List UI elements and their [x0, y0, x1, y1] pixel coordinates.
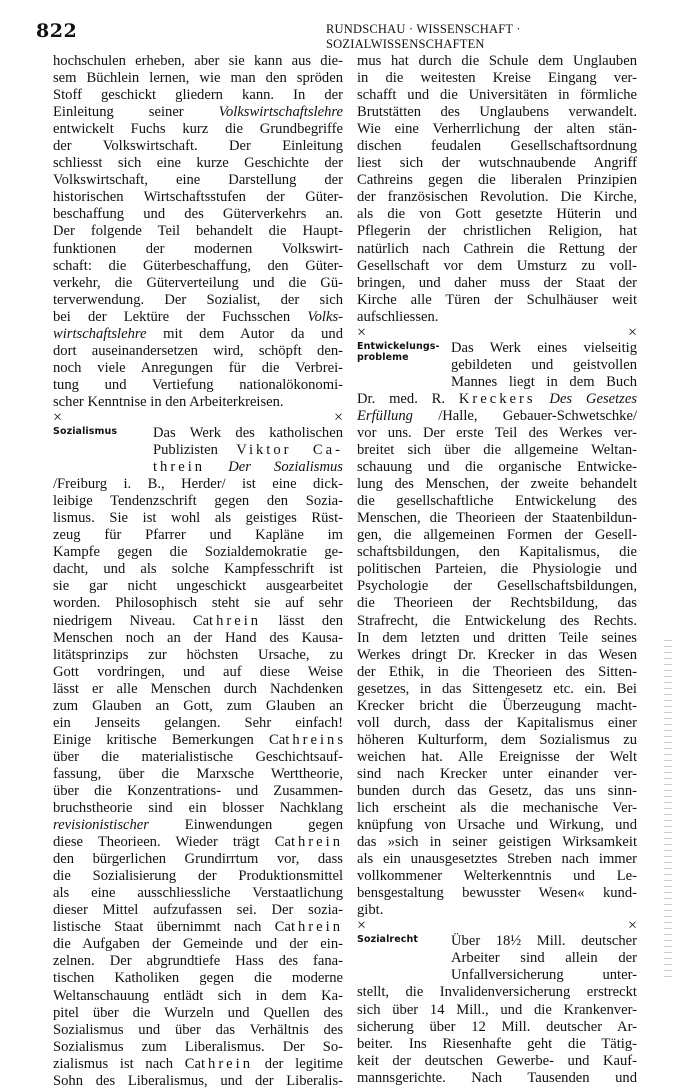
text-line: sie gar nicht ungeschickt ausgearbeitet — [53, 578, 343, 595]
text-line: die Aufgaben der Gemeinde und der ein- — [53, 936, 343, 953]
text-line: Menschen, die Theorieen der Staatenbildun- — [357, 510, 637, 527]
text-line: aufschliessen. — [357, 308, 439, 325]
text-line: Brutstätten des Unglaubens verwandelt. — [357, 104, 637, 121]
text-line: Psychologie der Gesellschaftsbildungen, — [357, 578, 637, 595]
text-line: entwickelt Fuchs kurz die Grundbegriffe — [53, 121, 343, 138]
text-line: sind nach Krecker unter einander ver- — [357, 765, 637, 782]
text-line: worden. Philosophisch steht sie auf sehr — [53, 595, 343, 612]
text-line: litätsprinzips zur höchsten Ursache, zu — [53, 646, 343, 663]
text-line: funktionen der modernen Volkswirt- — [53, 240, 343, 257]
cross-mark-icon: × — [357, 917, 367, 935]
text-line: Dr. med. R. Kreckers Des Gesetzes — [357, 390, 637, 407]
text-line: schaftsbildungen, den Kapitalismus, die — [357, 544, 637, 561]
text-line: Werkes dringt Dr. Krecker in das Wesen — [357, 646, 637, 663]
text-line: beiter. Ins Riesenhafte geht die Tätig- — [357, 1035, 637, 1052]
left-column — [53, 53, 343, 1090]
text-line: diese Theorieen. Wieder trägt Cathrein — [53, 834, 343, 851]
text-line: dort auseinandersetzen wird, schöpft den- — [53, 342, 343, 359]
text-line: Das Werk des katholischen — [153, 424, 343, 441]
section-separator — [53, 408, 343, 426]
text-line: schauung und die organische Entwicke- — [357, 459, 637, 476]
text-line: Über 18½ Mill. deutscher — [451, 933, 637, 950]
text-line: der Ethik, in die Theorieen des Sitten- — [357, 663, 637, 680]
text-line: tung und Vertiefung nationalökonomi- — [53, 376, 343, 393]
text-line: Gesellschaft vor dem Umsturz zu voll- — [357, 257, 637, 274]
text-line: niedrigem Niveau. Cathrein lässt den — [53, 612, 343, 629]
section-sidehead: Sozialrecht — [357, 934, 418, 946]
text-line: lich erscheint als die mechanische Ver- — [357, 800, 637, 817]
cross-mark-icon: × — [627, 323, 637, 341]
text-line: Mannes liegt in dem Buch — [451, 373, 637, 390]
text-line: bruchstheorie sind ein blosser Nachklang — [53, 800, 343, 817]
text-line: /Freiburg i. B., Herder/ ist eine dick- — [53, 476, 343, 493]
text-line: Wie eine Verherrlichung der alten stän- — [357, 121, 637, 138]
text-line: Kirche alle Türen der Schulhäuser weit — [357, 291, 637, 308]
text-line: zeug für Pfarrer und Kapläne im — [53, 527, 343, 544]
text-line: tischen Katholiken gegen die moderne — [53, 970, 343, 987]
intro-paragraph — [53, 53, 343, 411]
text-line: zialismus ist nach Cathrein der legitime — [53, 1055, 343, 1072]
text-line: keit der deutschen Gewerbe- und Kauf- — [357, 1052, 637, 1069]
text-line: schaft: die Güterbeschaffung, den Güter- — [53, 257, 343, 274]
text-line: gebildeten und geistvollen — [451, 356, 637, 373]
text-line: Einige kritische Bemerkungen Cathreins — [53, 731, 343, 748]
text-line: Erfüllung /Halle, Gebauer-Schwetschke/ — [357, 407, 637, 424]
text-line: knüpfung von Ursache und Wirkung, und — [357, 817, 637, 834]
text-line: voll durch, dass der Kapitalismus einer — [357, 714, 637, 731]
section-sozialismus — [53, 425, 343, 1090]
text-line: gibt. — [357, 902, 384, 919]
text-line: Der folgende Teil behandelt die Haupt- — [53, 223, 343, 240]
text-line: Gott vordringen, und auf diese Weise — [53, 663, 343, 680]
text-line: Sohn des Liberalismus, und der Liberalis- — [53, 1072, 343, 1089]
cross-mark-icon: × — [333, 408, 343, 426]
text-line: liest sich der wutschnaubende Angriff — [357, 155, 637, 172]
text-line: schafft und die Universitäten in förmliche — [357, 87, 637, 104]
text-line: terverwendung. Der Sozialist, der sich — [53, 291, 343, 308]
cross-mark-icon: × — [53, 408, 63, 426]
text-line: die Sozialisierung der Produktionsmittel — [53, 868, 343, 885]
text-line: pitel über die Wurzeln und Quellen des — [53, 1004, 343, 1021]
section-sidehead: Sozialismus — [53, 425, 118, 437]
text-line: mannsgerichte. Nach Tausenden und — [357, 1069, 637, 1086]
text-line: über die Konzentrations- und Zusammen- — [53, 782, 343, 799]
text-line: lung des Menschen, der zweite behandelt — [357, 476, 637, 493]
text-line: Krecker bricht die Überzeugung macht- — [357, 697, 637, 714]
text-line: In dem letzten und dritten Teile seines — [357, 629, 637, 646]
text-line: Sozialismus und über das Verhältnis des — [53, 1021, 343, 1038]
text-line: stellt, die Invalidenversicherung erstreckt — [357, 984, 637, 1001]
text-line: in die weitesten Kreise Eingang ver- — [357, 70, 637, 87]
sidehead-line: probleme — [357, 351, 409, 363]
text-line: Kampfe gegen die Sozialdemokratie ge- — [53, 544, 343, 561]
section-separator — [357, 919, 637, 933]
text-line: threin Der Sozialismus — [153, 459, 343, 476]
text-line: vor uns. Der erste Teil des Werkes ver- — [357, 424, 637, 441]
text-line: bensgestaltung bewusster Wesen« kund- — [357, 885, 637, 902]
text-line: Das Werk eines vielseitig — [451, 339, 637, 356]
text-line: gen, die allgemeinen Formen der Gesell- — [357, 527, 637, 544]
text-line: schliesst sich eine kurze Geschichte der — [53, 155, 343, 172]
text-line: scher Kenntnise in den Arbeiterkreisen. — [53, 393, 284, 410]
running-head: RUNDSCHAU · WISSENSCHAFT · SOZIALWISSENSCHAFTEN — [326, 22, 521, 51]
text-line: zum Glauben an Gott, zum Glauben an — [53, 697, 343, 714]
right-column — [357, 53, 637, 1087]
text-line: den bürgerlichen Grundirrtum vor, dass — [53, 851, 343, 868]
text-line: historischen Wirtschaftsstufen der Güter- — [53, 189, 343, 206]
text-line: Volkswirtschaft, eine Darstellung der — [53, 172, 343, 189]
section-separator — [357, 323, 637, 341]
text-line: mus hat durch die Schule dem Unglauben — [357, 53, 637, 69]
text-line: als die von Gott gesetzte Hüterin und — [357, 206, 637, 223]
text-line: politischen Parteien, die Physiologie und — [357, 561, 637, 578]
section-sidehead — [357, 341, 440, 363]
text-line: fassung, über die Marxsche Werttheorie, — [53, 765, 343, 782]
text-line: das »sich in seiner geistigen Wirksamkeit — [357, 834, 637, 851]
text-line: die Theorieen der Rechtsbildung, das — [357, 595, 637, 612]
continuation-paragraph — [357, 53, 637, 326]
text-line: bunden durch das Gesetz, das uns sinn- — [357, 782, 637, 799]
text-line: natürlich nach Cathrein die Rettung der — [357, 240, 637, 257]
text-line: Arbeiter sind allein der — [451, 950, 637, 967]
text-line: als ein unausgesetztes Streben nach immer — [357, 851, 637, 868]
text-line: lismus. Sie ist wohl als geistiges Rüst- — [53, 510, 343, 527]
text-line: der Volkswirtschaft. Der Einleitung — [53, 138, 343, 155]
section-sozialrecht — [357, 933, 637, 1086]
text-line: weichen hat. Alle Ereignisse der Welt — [357, 748, 637, 765]
text-line: dieser Mittel aufzufassen sei. Der sozia- — [53, 902, 343, 919]
text-line: hochschulen erheben, aber sie kann aus die- — [53, 53, 343, 69]
text-line: Weltanschauung entlädt sich in dem Ka- — [53, 987, 343, 1004]
text-line: dischen feudalen Gesellschaftsordnung — [357, 138, 637, 155]
sidehead-line: Entwickelungs- — [357, 340, 440, 352]
text-line: sicherung über 12 Mill. deutscher Ar- — [357, 1018, 637, 1035]
text-line: Cathreins gegen die liberalen Prinzipien — [357, 172, 637, 189]
text-line: als eine ausschliessliche Verstaatlichung — [53, 885, 343, 902]
scan-artifact — [664, 640, 672, 980]
text-line: sem Büchlein lernen, wie man den spröden — [53, 70, 343, 87]
text-line: Strafrecht, die Entwickelung des Rechts. — [357, 612, 637, 629]
text-line: vollkommener Welterkenntnis und Le- — [357, 868, 637, 885]
text-line: höheren Kulturform, dem Sozialismus zu — [357, 731, 637, 748]
text-line: zelnen. Der abgrundtiefe Hass des fana- — [53, 953, 343, 970]
text-line: sich über 14 Mill., und die Krankenver- — [357, 1001, 637, 1018]
text-line: wirtschaftslehre mit dem Autor da und — [53, 325, 343, 342]
text-line: Publizisten Viktor Ca- — [153, 442, 343, 459]
text-line: Stoff geschickt gliedern kann. In der — [53, 87, 343, 104]
text-line: Menschen noch an der Hand des Kausa- — [53, 629, 343, 646]
cross-mark-icon: × — [357, 323, 367, 341]
text-line: bringen, und daher muss der Staat der — [357, 274, 637, 291]
text-line: gesetzes, in das Sittengesetz etc. ein. Bei — [357, 680, 637, 697]
text-line: ein Jenseits gelangen. Sehr einfach! — [53, 714, 343, 731]
text-line: listische Staat übernimmt nach Cathrein — [53, 919, 343, 936]
text-line: noch viele Anregungen für die Verbrei- — [53, 359, 343, 376]
text-line: revisionistischer Einwendungen gegen — [53, 817, 343, 834]
text-line: über die materialistische Geschichtsauf- — [53, 748, 343, 765]
text-line: Unfallversicherung unter- — [451, 967, 637, 984]
text-line: verkehr, die Güterverteilung und die Gü- — [53, 274, 343, 291]
text-line: dacht, und als solche Kampfesschrift ist — [53, 561, 343, 578]
text-line: bei der Lektüre der Fuchsschen Volks- — [53, 308, 343, 325]
text-line: Einleitung seiner Volkswirtschaftslehre — [53, 104, 343, 121]
text-line: beschaffung und des Güterverkehrs an. — [53, 206, 343, 223]
cross-mark-icon: × — [627, 917, 637, 935]
text-line: der französischen Revolution. Die Kirche, — [357, 189, 637, 206]
section-entwickelungsprobleme — [357, 340, 637, 920]
text-line: Pflegerin der christlichen Religion, hat — [357, 223, 637, 240]
text-line: leibige Tendenzschrift gegen den Sozia- — [53, 493, 343, 510]
text-line: lässt er alle Menschen durch Nachdenken — [53, 680, 343, 697]
page-number: 822 — [36, 20, 78, 42]
text-line: breitet sich über die allgemeine Weltan- — [357, 442, 637, 459]
text-line: Sozialismus zum Liberalismus. Der So- — [53, 1038, 343, 1055]
text-line: die gesellschaftliche Entwickelung des — [357, 493, 637, 510]
